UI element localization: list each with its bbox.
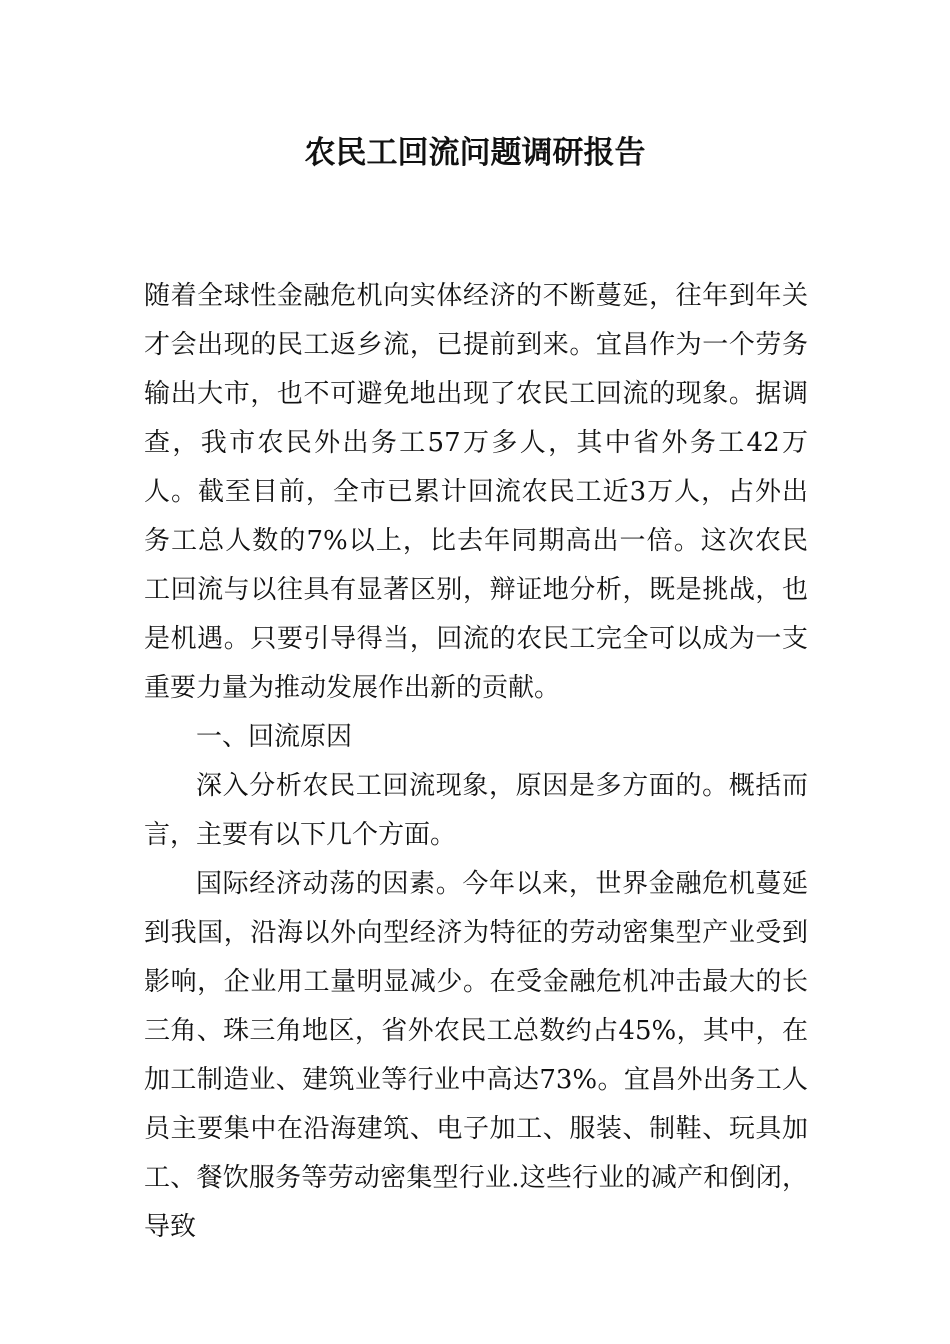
paragraph-intro: 随着全球性金融危机向实体经济的不断蔓延，往年到年关才会出现的民工返乡流，已提前到来。宜昌作为一个劳务输出大市，也不可避免地出现了农民工回流的现象。据调查，我市农民外出务工57万多人，其中省外务工42万人。截至目前，全市已累计回流农民工近3万人，占外出务工总人数的7%以上，比去年同期高出一倍。这次农民工回流与以往具有显著区别，辩证地分析，既是挑战，也是机遇。只要引导得当，回流的农民工完全可以成为一支重要力量为推动发展作出新的贡献。 bbox=[144, 281, 808, 703]
paragraph-international-economy: 国际经济动荡的因素。今年以来，世界金融危机蔓延到我国，沿海以外向型经济为特征的劳动密集型产业受到影响，企业用工量明显减少。在受金融危机冲击最大的长三角、珠三角地区，省外农民工总数约占45%，其中，在加工制造业、建筑业等行业中高达73%。宜昌外出务工人员主要集中在沿海建筑、电子加工、服装、制鞋、玩具加工、餐饮服务等劳动密集型行业.这些行业的减产和倒闭，导致 bbox=[144, 869, 808, 1242]
section-heading-1: 一、回流原因 bbox=[196, 722, 353, 752]
paragraph-causes-overview: 深入分析农民工回流现象，原因是多方面的。概括而言，主要有以下几个方面。 bbox=[144, 771, 808, 850]
document-title: 农民工回流问题调研报告 bbox=[304, 135, 646, 171]
document-body bbox=[144, 272, 808, 1252]
